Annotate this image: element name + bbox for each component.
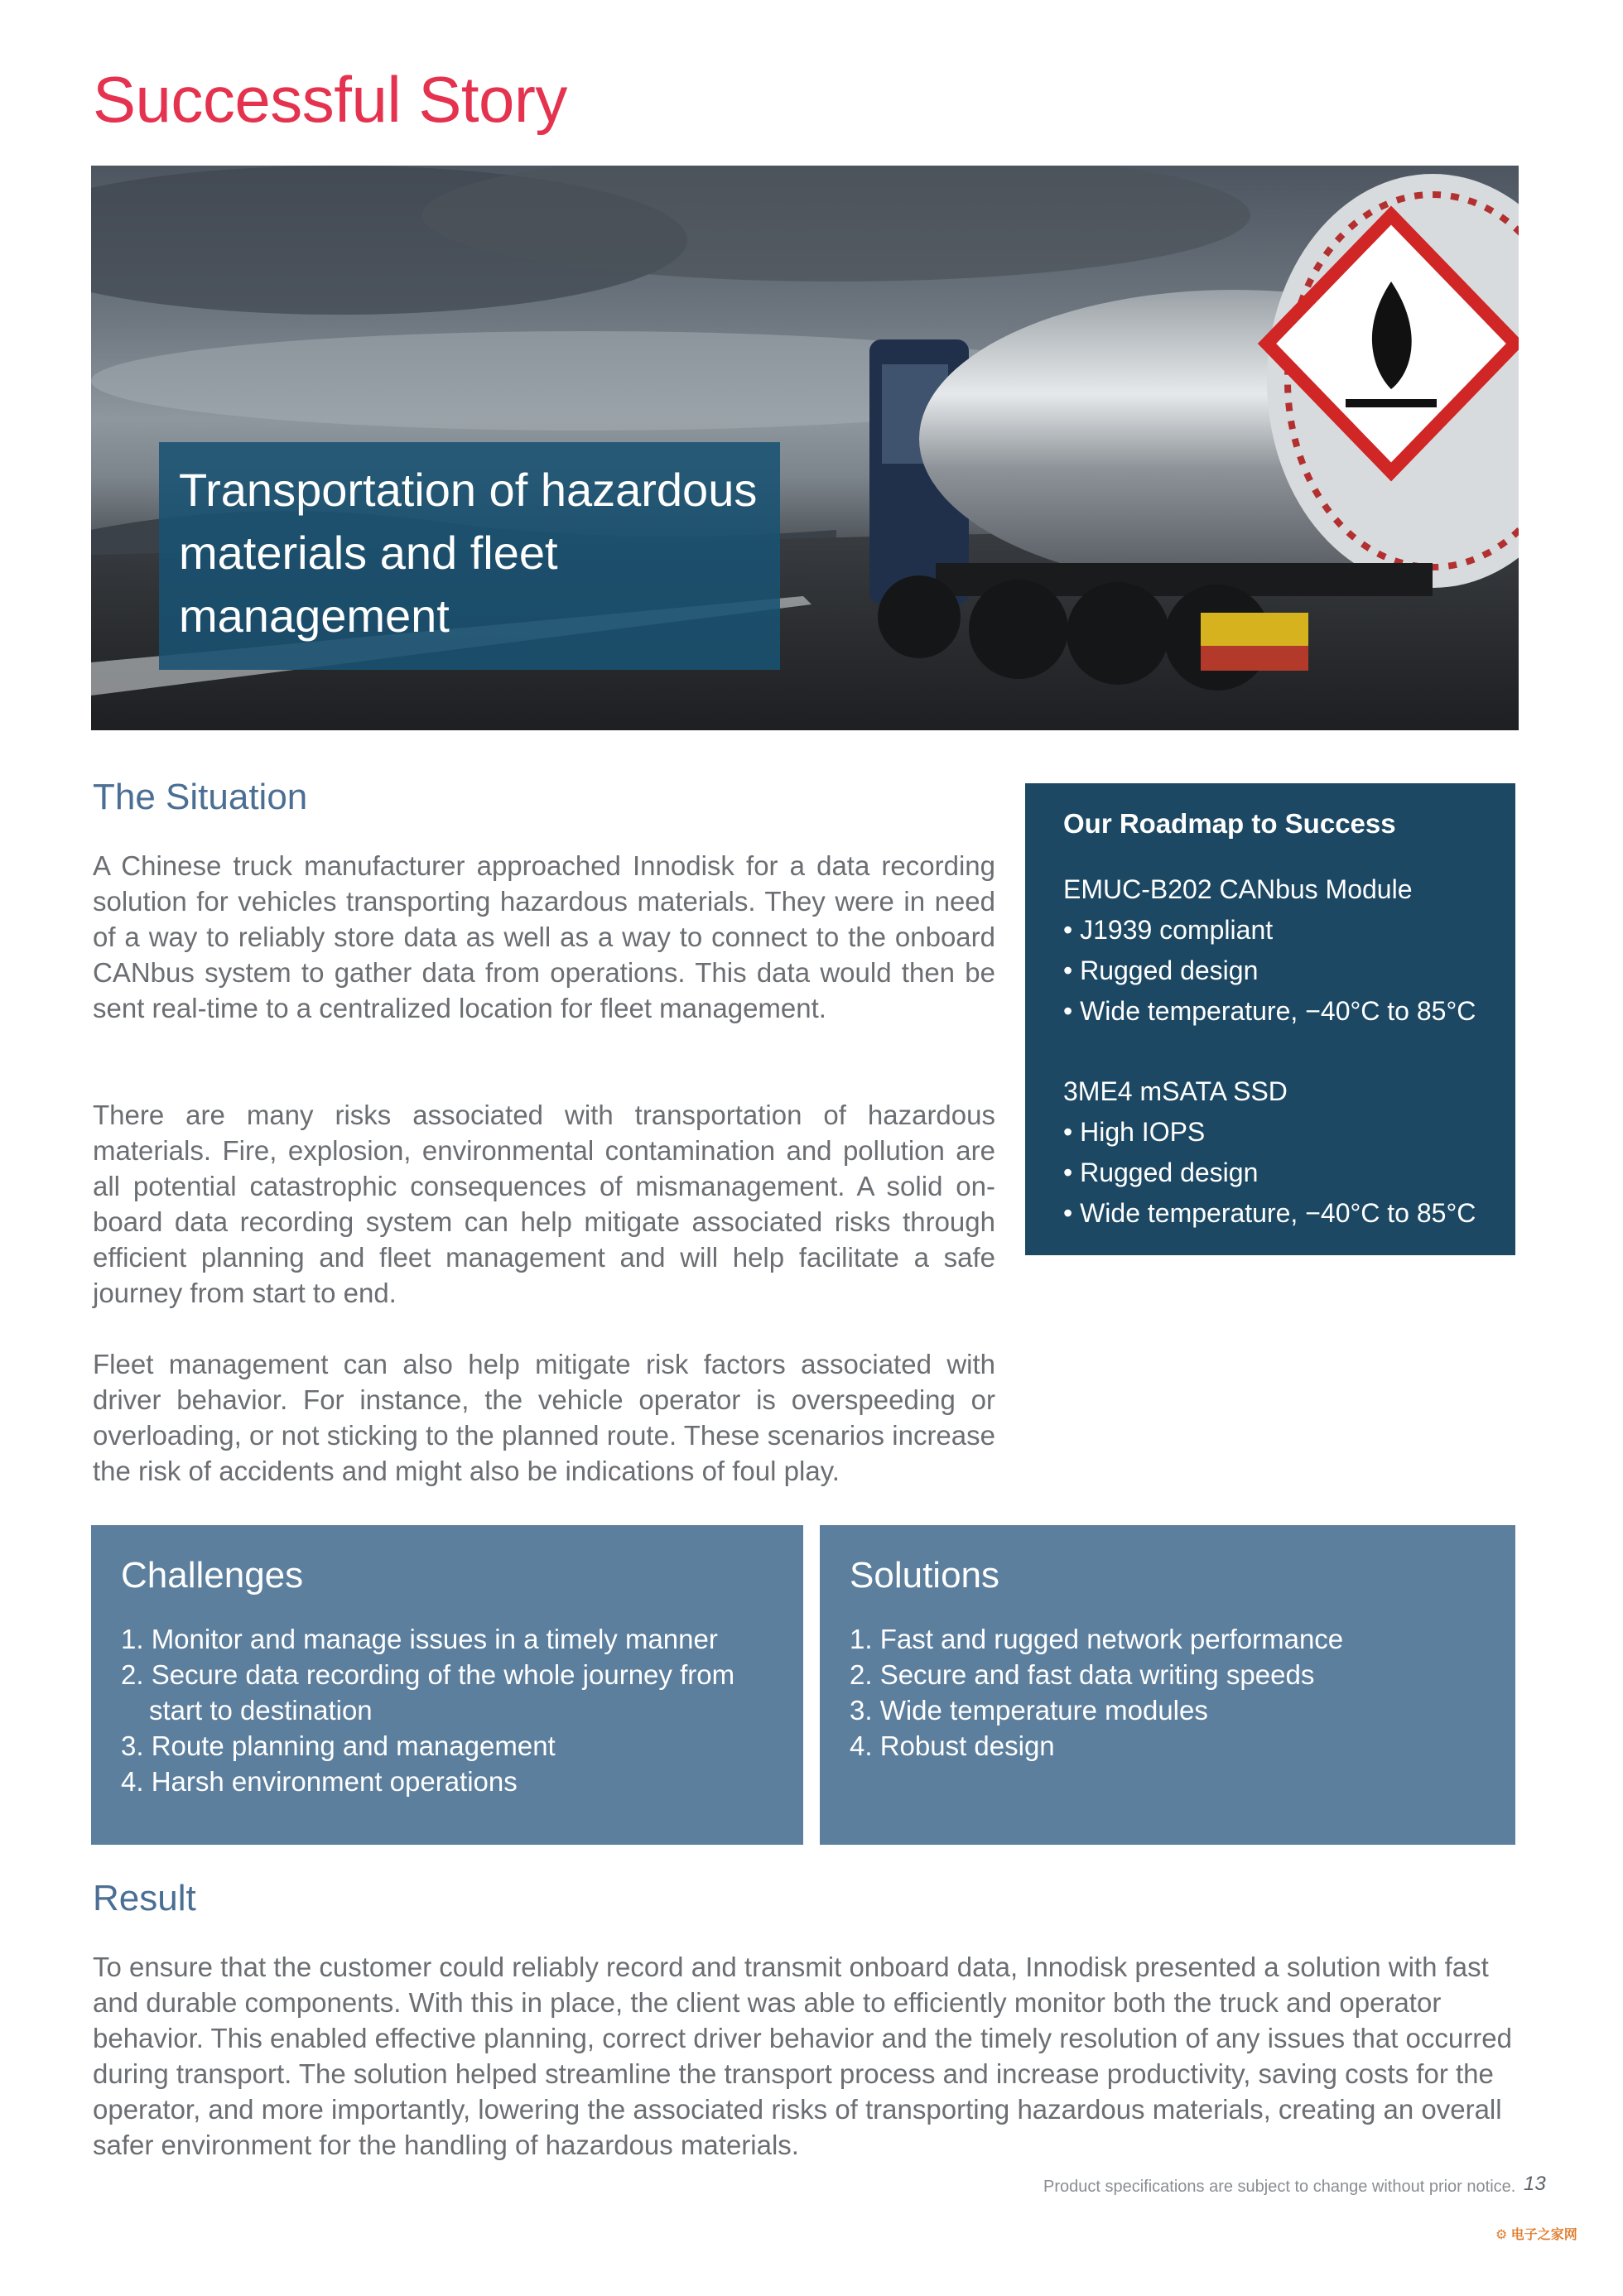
roadmap-feature: • Rugged design	[1063, 955, 1259, 985]
solution-item: 2. Secure and fast data writing speeds	[850, 1659, 1315, 1690]
roadmap-feature: • J1939 compliant	[1063, 915, 1274, 945]
page-number: 13	[1524, 2173, 1546, 2195]
situation-paragraph-3: Fleet management can also help mitigate risk factors associated with driver behavior. For instance, the vehicle operator is overspeeding or overloading, or not sticking to the planned route. These scenarios increase the risk of accidents and might also be indications of foul play.	[93, 1349, 995, 1486]
situation-paragraph-1: A Chinese truck manufacturer approached Innodisk for a data recording solution for vehicles transporting hazardous materials. They were in need of a way to reliably store data as well as a way to connect to the onboard CANbus system to gather data from operations. This data would then be sent real-time to a centralized location for fleet management.	[93, 850, 995, 1023]
challenge-item: 1. Monitor and manage issues in a timely manner	[121, 1624, 718, 1654]
solution-item: 3. Wide temperature modules	[850, 1695, 1208, 1726]
solution-item: 4. Robust design	[850, 1730, 1055, 1761]
roadmap-panel	[1025, 783, 1515, 1255]
challenges-box	[91, 1525, 803, 1845]
challenges-title: Challenges	[121, 1555, 304, 1596]
challenge-item: 2. Secure data recording of the whole journey from start to destination	[121, 1659, 735, 1726]
watermark-logo	[1495, 2224, 1577, 2243]
gear-icon: ⚙	[1495, 2228, 1508, 2242]
roadmap-product-name: 3ME4 mSATA SSD	[1063, 1076, 1288, 1106]
solutions-title: Solutions	[850, 1555, 1000, 1596]
footer-disclaimer: Product specifications are subject to change without prior notice.	[1043, 2178, 1516, 2196]
roadmap-product-name: EMUC-B202 CANbus Module	[1063, 874, 1413, 904]
hero-caption: Transportation of hazardous materials and fleet management	[159, 442, 780, 670]
roadmap-title: Our Roadmap to Success	[1063, 808, 1396, 839]
solutions-box	[820, 1525, 1515, 1845]
situation-paragraph-2: There are many risks associated with transportation of hazardous materials. Fire, explosion, environmental contamination and pollution are all potential catastrophic consequences of mismanagement. A solid on-board data recording system can help mitigate associated risks through efficient planning and fleet management and will help facilitate a safe journey from start to end.	[93, 1100, 995, 1308]
solution-item: 1. Fast and rugged network performance	[850, 1624, 1344, 1654]
challenge-item: 3. Route planning and management	[121, 1730, 556, 1761]
result-heading: Result	[93, 1878, 196, 1918]
situation-heading: The Situation	[93, 777, 308, 817]
roadmap-feature: • Rugged design	[1063, 1158, 1259, 1187]
challenge-item: 4. Harsh environment operations	[121, 1766, 518, 1797]
roadmap-feature: • High IOPS	[1063, 1117, 1206, 1147]
page-title: Successful Story	[93, 63, 567, 136]
result-paragraph: To ensure that the customer could reliably record and transmit onboard data, Innodisk presented a solution with fast and durable components. With this in place, the client was able to efficiently monitor both the truck and operator behavior. This enabled effective planning, correct driver behavior and the timely resolution of any issues that occurred during transport. The solution helped streamline the transport process and increase productivity, saving costs for the operator, and more importantly, lowering the associated risks of transporting hazardous materials, creating an overall safer environment for the handling of hazardous materials.	[93, 1952, 1512, 2160]
logo-text: 电子之家网	[1510, 2228, 1577, 2242]
hero-image	[91, 166, 1519, 730]
roadmap-feature: • Wide temperature, −40°C to 85°C	[1063, 1198, 1476, 1228]
roadmap-feature: • Wide temperature, −40°C to 85°C	[1063, 996, 1476, 1026]
